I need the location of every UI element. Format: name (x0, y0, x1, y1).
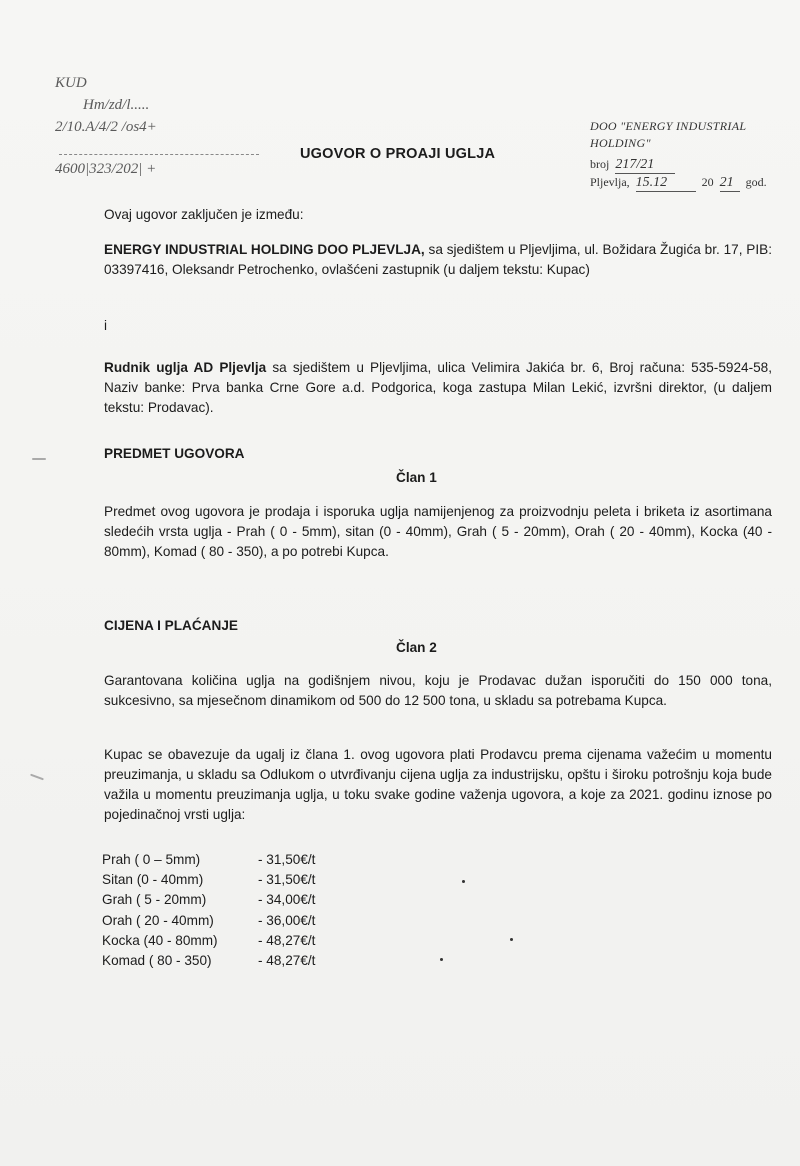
broj-label: broj (590, 157, 610, 171)
scan-speck (510, 938, 513, 941)
coal-price: - 48,27€/t (258, 932, 316, 948)
clan-2-label: Član 2 (396, 640, 437, 655)
conjunction: i (104, 318, 108, 333)
coal-price: - 31,50€/t (258, 852, 316, 867)
scan-speck (462, 880, 465, 883)
coal-price: - 48,27€/t (258, 953, 316, 969)
stamp-line: KUD (55, 75, 87, 91)
section-heading-predmet: PREDMET UGOVORA (104, 446, 245, 461)
party-prodavac (104, 358, 772, 418)
stamp-line: 4600|323/202| + (55, 161, 157, 177)
scan-mark (30, 774, 44, 781)
section-1-text: Predmet ovog ugovora je prodaja i isporuka uglja namijenjenog za proizvodnju peleta i briketa iz asortimana sledećih vrsta uglja - Prah ( 0 - 5mm), sitan (0 - 40mm), Grah ( 5 - 20mm), Orah ( 20 - 40mm), Kocka (40 - 80mm), Komad ( 80 - 350), a po potrebi Kupca. (104, 504, 772, 559)
stamp-org: DOO "ENERGY INDUSTRIAL HOLDING" (590, 119, 747, 150)
god-label: god. (745, 175, 767, 189)
coal-price: - 31,50€/t (258, 872, 316, 888)
party-kupac-name: ENERGY INDUSTRIAL HOLDING DOO PLJEVLJA, (104, 242, 425, 257)
price-row (102, 911, 315, 931)
stamp-line: Hm/zd/l..... (83, 97, 150, 113)
section-2-paragraph-2: Kupac se obavezuje da ugalj iz člana 1. ovog ugovora plati Prodavcu prema cijenama važećim u momentu preuzimanja, u skladu sa Odlukom o utvrđivanju cijena uglja za industrijsku, opštu i široku potrošnju koja bude važila u momentu preuzimanja uglja, u toku svake godine važenja ugovora, a koje za 2021. godinu iznose po pojedinačnoj vrsti uglja: (104, 747, 772, 822)
price-row (102, 931, 315, 951)
coal-type: Orah ( 20 - 40mm) (102, 912, 214, 928)
coal-type: Sitan (0 - 40mm) (102, 872, 204, 888)
receipt-stamp (590, 118, 780, 192)
coal-type: Kocka (40 - 80mm) (102, 932, 218, 948)
section-2-paragraph-1: Garantovana količina uglja na godišnjem nivou, koju je Prodavac dužan isporučiti do 150 000 tona, sukcesivno, sa mjesečnom dinamikom od 500 do 12 500 tona, u skladu sa potrebama Kupca. (104, 673, 772, 708)
clan-1-label: Član 1 (396, 470, 437, 485)
section-heading-cijena: CIJENA I PLAĆANJE (104, 618, 238, 633)
coal-type: Komad ( 80 - 350) (102, 953, 212, 969)
stamp-line: 2/10.A/4/2 /os4+ (55, 119, 157, 135)
coal-type: Prah ( 0 – 5mm) (102, 852, 201, 867)
coal-price: - 34,00€/t (258, 892, 316, 908)
scan-speck (440, 958, 443, 961)
stamp-divider (59, 154, 259, 156)
party-prodavac-name: Rudnik uglja AD Pljevlja (104, 360, 267, 375)
year-value: 21 (720, 174, 740, 192)
price-row (102, 951, 315, 971)
party-kupac (104, 240, 772, 280)
price-row (102, 870, 315, 890)
intro-text: Ovaj ugovor zaključen je između: (104, 207, 304, 222)
city-label: Pljevlja, (590, 175, 630, 189)
registry-stamp (55, 72, 275, 192)
party-prodavac-details: sa sjedištem u Pljevljima, ulica Velimira Jakića br. 6, Broj računa: 535-5924-58, Naziv banke: Prva banka Crne Gore a.d. Podgorica, koga zastupa Milan Lekić, izvršni direktor, (u daljem tekstu: Prodavac). (104, 360, 773, 415)
broj-value: 217/21 (615, 156, 675, 174)
coal-type: Grah ( 5 - 20mm) (102, 892, 207, 908)
scan-mark (32, 458, 46, 460)
price-row (102, 850, 315, 870)
date-value: 15.12 (636, 174, 696, 192)
coal-price: - 36,00€/t (258, 912, 316, 928)
party-kupac-details: sa sjedištem u Pljevljima, ul. Božidara Žugića br. 17, PIB: 03397416, Oleksandr Petrochenko, ovlašćeni zastupnik (u daljem tekstu: Kupac) (104, 242, 772, 277)
document-title: UGOVOR O PROAJI UGLJA (300, 146, 496, 162)
year-prefix: 20 (701, 175, 714, 189)
price-list (102, 850, 315, 971)
price-row (102, 890, 315, 910)
